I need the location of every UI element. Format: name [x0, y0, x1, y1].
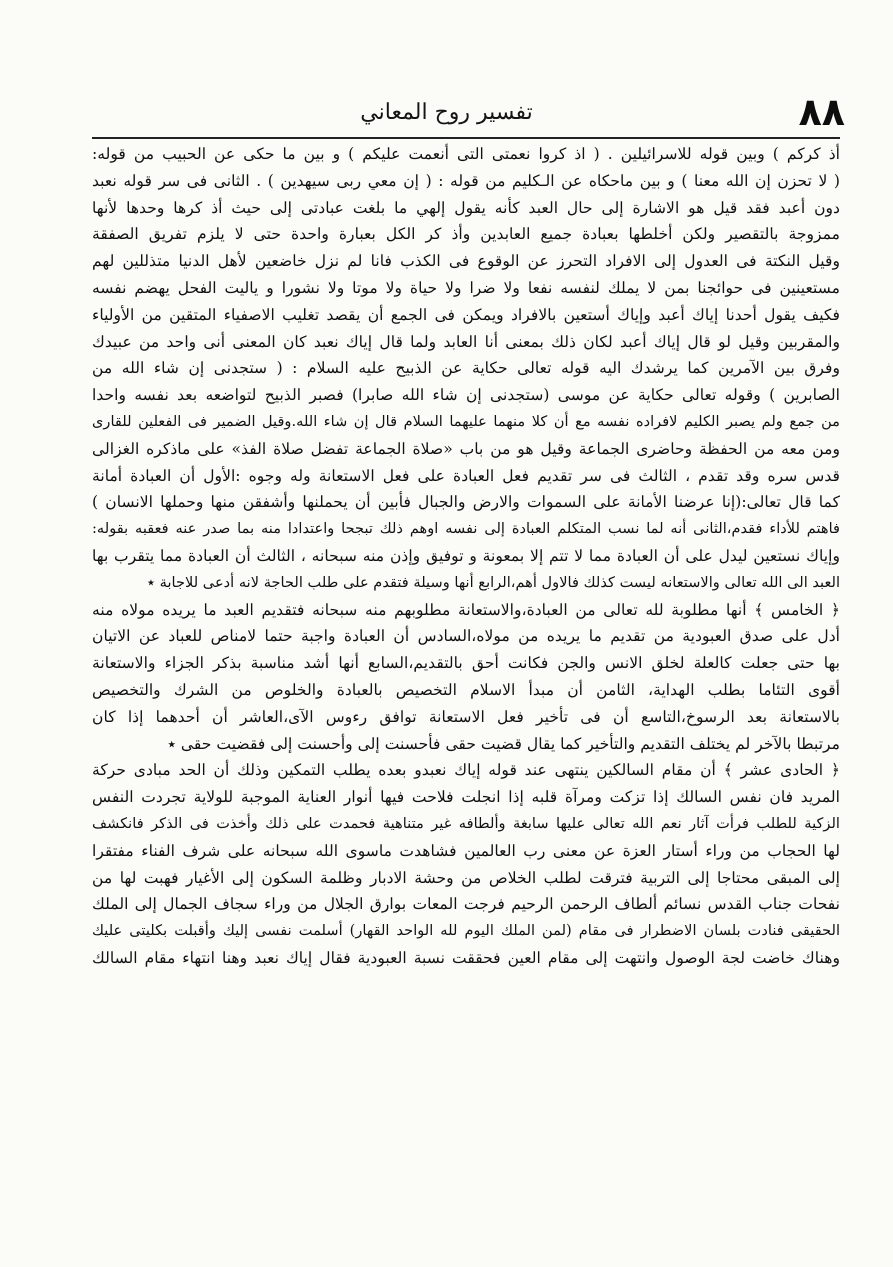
text-line: أذ كركم ) وبين قوله للاسرائيلين . ( اذ كروا نعمتى التى أنعمت عليكم ) و بين ما حكى عن الحبيب من قوله:: [92, 145, 840, 163]
text-line: ﴿ الحادى عشر ﴾ أن مقام السالكين ينتهى عند قوله إياك نعبدو بعده يطلب التمكين وذلك أن الحد مبادى حركة: [92, 761, 840, 780]
text-line: العبد الى الله تعالى والاستعانه ليست كذلك فالاول أهم،الرابع أنها وسيلة فتقدم على طلب الحاجة لانه أدعى للاجابة ٭: [147, 573, 840, 591]
text-line: وهناك خاضت لجة الوصول وانتهت إلى مقام العين فحققت نسبة العبودية فقال إياك نعبد وهنا انتهاء مقام السالك: [92, 948, 840, 967]
text-line: نفحات جناب القدس نسائم ألطاف الرحمن الرحيم فرجت المعات بوارق الجلال من وراء سجاف الجمال إلى الملك: [92, 895, 840, 914]
page-number: ٨٨: [798, 90, 845, 134]
text-line: المريد فان نفس السالك إذا تزكت ومرآة قلبه إذا انجلت فلاحت فيها أنوار العناية الموجبة للولاية تجردت النفس: [92, 788, 840, 807]
text-line: إلى المبقى محتاجا إلى التربية فترقت لطلب الخلاص من وحشة الادبار وظلمة السكون إلى الأغيار فهبت لها من: [92, 868, 840, 887]
text-line: ومن معه من الحفظة وحاضرى الجماعة وقيل هو من باب «صلاة الجماعة تفضل صلاة الفذ» على ماذكره الغزالى: [92, 439, 840, 458]
text-line: الحقيقى فنادت بلسان الاضطرار فى مقام (لمن الملك اليوم لله الواحد القهار) أسلمت نفسى إليك وأقبلت بكليتى عليك: [92, 922, 840, 940]
text-line: وفرق بين الآمرين كما يرشدك اليه قوله تعالى حكاية عن الذبيح عليه السلام : ( ستجدنى إن شاء الله من: [92, 359, 840, 378]
text-line: وقيل النكتة فى العدول إلى الافراد التحرز عن الوقوع فى الكذب فانا لم نزل خاضعين لأهل الدنيا متذللين لهم: [92, 252, 840, 271]
text-line: والمقربين وقيل لو قال إياك أعبد لكان ذلك بمعنى أنا العابد ولما قال إياك نعبد كان المعنى أنى واحد من عبيدك: [92, 332, 840, 351]
text-line: بالاستعانة بعد الرسوخ،التاسع أن فى تأخير فعل الاستعانة توافق رءوس الآى،العاشر أن أحدهما إذا كان: [92, 707, 840, 726]
text-line: ﴿ الخامس ﴾ أنها مطلوبة لله تعالى من العبادة،والاستعانة مطلوبهم منه سبحانه فتقديم العبد ما يريده مولاه منه: [92, 600, 840, 619]
running-title: تفسير روح المعاني: [360, 100, 533, 125]
text-line: دون أعبد فقد قيل هو الاشارة إلى حال العبد كأنه يقول إلهي ما بلغت عبادتى إلى حيث أذ كرها وحدها لأنها: [92, 198, 840, 217]
commentary-text: [92, 141, 840, 972]
text-line: فاهتم للأداء فقدم،الثانى أنه لما نسب المتكلم العبادة إلى نفسه اوهم ذلك تبجحا واعتدادا منه بما صدر عنه فعقبه بقوله:: [92, 520, 840, 538]
text-line: أدل على صدق العبودية من تقديم ما يريده من مولاه،السادس أن العبادة واجبة حتما لامناص للعباد عن الاتيان: [92, 627, 840, 646]
text-line: مستعينين فى حوائجنا بمن لا يملك لنفسه نفعا ولا ضرا ولا حياة ولا موتا ولا نشورا و ياليت الفحل يهضم نفسه: [92, 278, 840, 297]
text-line: من جمع ولم يصبر الكليم لافراده نفسه مع أن كلا منهما عليهما السلام قال إن شاء الله.وقيل الضمير فى الفعلين للقارى: [92, 412, 840, 430]
text-line: لها الحجاب من وراء أستار العزة عن معنى رب العالمين فشاهدت ماسوى الله سبحانه على شرف الفناء مفتقرا: [92, 841, 840, 860]
text-line: قدس سره وقد تقدم ، الثالث فى سر تقديم فعل العبادة على فعل الاستعانة وله وجوه :الأول أن العبادة أمانة: [92, 466, 840, 485]
text-line: وإياك نستعين ليدل على أن العبادة مما لا تتم إلا بمعونة و توفيق وإذن منه سبحانه ، الثالث أن العبادة مما يتقرب بها: [92, 546, 840, 565]
text-line: أقوى التئاما بطلب الهداية، الثامن أن مبدأ الاسلام التخصيص بالعبادة والخلوص من الشرك والتخصيص: [92, 680, 840, 699]
text-line: فكيف يقول أحدنا إياك أعبد وإياك أستعين بالافراد ويمكن فى الجمع أن يقصد تغليب الاصفياء المتقين من الأولياء: [92, 305, 840, 324]
header-rule: [92, 137, 840, 139]
text-line: مرتبطا بالآخر لم يختلف التقديم والتأخير كما يقال قضيت حقى فأحسنت إلى وأحسنت إلى فقضيت حقى ٭: [167, 734, 840, 753]
text-line: كما قال تعالى:(إنا عرضنا الأمانة على السموات والارض والجبال فأبين أن يحملنها وأشفقن منها وحملها الانسان ): [92, 493, 840, 512]
text-line: الصابرين ) وقوله تعالى حكاية عن موسى (ستجدنى إن شاء الله صابرا) فصبر الذبيح لتواضعه بعد نفسه واحدا: [92, 386, 840, 405]
text-line: الزكية للطلب فرأت آثار نعم الله تعالى عليها سابغة وألطافه غير متناهية فحمدت على ذلك وأخذت فى الذكر فانكشف: [92, 814, 840, 832]
text-line: ممزوجة بالتقصير ولكن أخلطها بعبادة جميع العابدين وأذ كر الكل بعبارة واحدة حتى لا يلزم تفريق الصفقة: [92, 225, 840, 244]
text-line: بها حتى جعلت كالعلة لخلق الانس والجن فكانت أحق بالتقديم،السابع أنها أشد مناسبة بذكر الجزاء والاستعانة: [92, 654, 840, 673]
text-line: ( لا تحزن إن الله معنا ) و بين ماحكاه عن الـكليم من قوله : ( إن معي ربى سيهدين ) . الثانى فى سر قوله نعبد: [92, 171, 840, 190]
